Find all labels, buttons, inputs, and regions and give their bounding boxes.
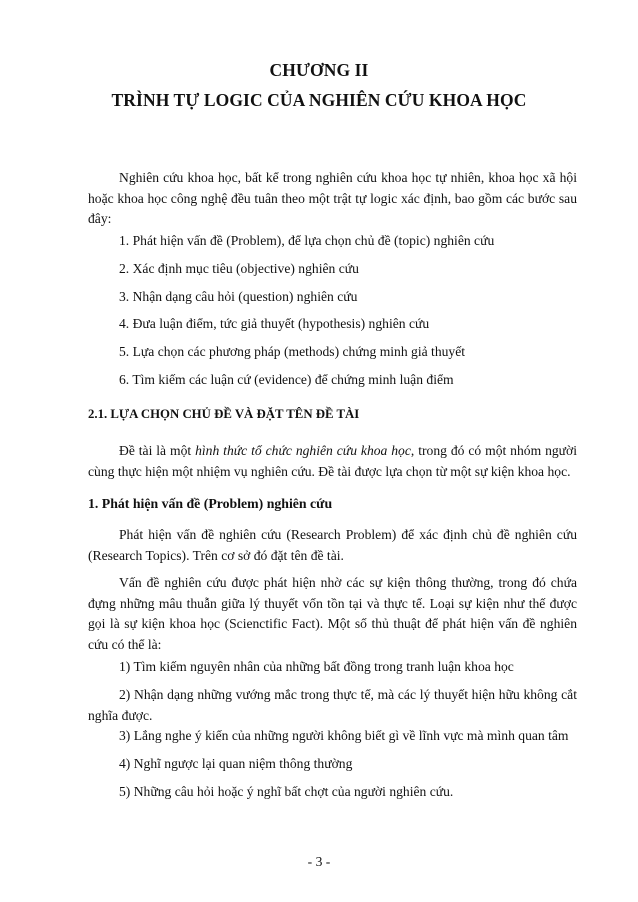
step-item: 2. Xác định mục tiêu (objective) nghiên cứu: [119, 261, 359, 276]
step-item: 6. Tìm kiếm các luận cứ (evidence) để chứng minh luận điểm: [119, 372, 454, 387]
chapter-title: TRÌNH TỰ LOGIC CỦA NGHIÊN CỨU KHOA HỌC: [111, 90, 527, 110]
subsection-1-paragraph-2: Vấn đề nghiên cứu được phát hiện nhờ các sự kiện thông thường, trong đó chứa đựng những mâu thuẫn giữa lý thuyết vốn tồn tại và thực tế. Loại sự kiện như thế được gọi là sự kiện khoa học (Scienctific Fact). Một số thủ thuật để phát hiện vấn đề nghiên cứu có thể là:: [88, 575, 577, 652]
step-item: 5. Lựa chọn các phương pháp (methods) chứng minh giả thuyết: [119, 344, 466, 359]
step-item: 1. Phát hiện vấn đề (Problem), để lựa chọn chủ đề (topic) nghiên cứu: [119, 233, 495, 248]
subsection-1-paragraph-1: Phát hiện vấn đề nghiên cứu (Research Problem) để xác định chủ đề nghiên cứu (Research Topics). Trên cơ sở đó đặt tên đề tài.: [88, 527, 577, 563]
section-heading-2-1: 2.1. LỰA CHỌN CHỦ ĐỀ VÀ ĐẶT TÊN ĐỀ TÀI: [88, 407, 360, 421]
tip-item: 5) Những câu hỏi hoặc ý nghĩ bất chợt của người nghiên cứu.: [119, 784, 454, 799]
step-item: 3. Nhận dạng câu hỏi (question) nghiên cứu: [119, 289, 358, 304]
tip-item: 3) Lắng nghe ý kiến của những người không biết gì về lĩnh vực mà mình quan tâm: [119, 728, 569, 743]
section-2-1-text-after: , trong đó có một nhóm người cùng thực hiện một nhiệm vụ nghiên cứu. Đề tài được lựa chọn từ một sự kiện khoa học.: [88, 443, 578, 479]
section-2-1-paragraph: [88, 441, 577, 482]
subsection-heading-1: 1. Phát hiện vấn đề (Problem) nghiên cứu: [88, 496, 333, 511]
step-item: 4. Đưa luận điểm, tức giả thuyết (hypothesis) nghiên cứu: [119, 316, 430, 331]
intro-paragraph: Nghiên cứu khoa học, bất kể trong nghiên cứu khoa học tự nhiên, khoa học xã hội hoặc khoa học công nghệ đều tuân theo một trật tự logic xác định, bao gồm các bước sau đây:: [88, 170, 577, 226]
section-2-1-text-before: Đề tài là một: [119, 443, 196, 458]
page-number: - 3 -: [307, 854, 331, 869]
chapter-number: CHƯƠNG II: [269, 60, 369, 80]
section-2-1-emphasis: hình thức tổ chức nghiên cứu khoa học: [195, 443, 411, 458]
tip-item: 4) Nghĩ ngược lại quan niệm thông thường: [119, 756, 353, 771]
tip-item: 2) Nhận dạng những vướng mắc trong thực tế, mà các lý thuyết hiện hữu không cắt nghĩa được.: [88, 687, 577, 723]
tip-item: 1) Tìm kiếm nguyên nhân của những bất đồng trong tranh luận khoa học: [119, 659, 514, 674]
